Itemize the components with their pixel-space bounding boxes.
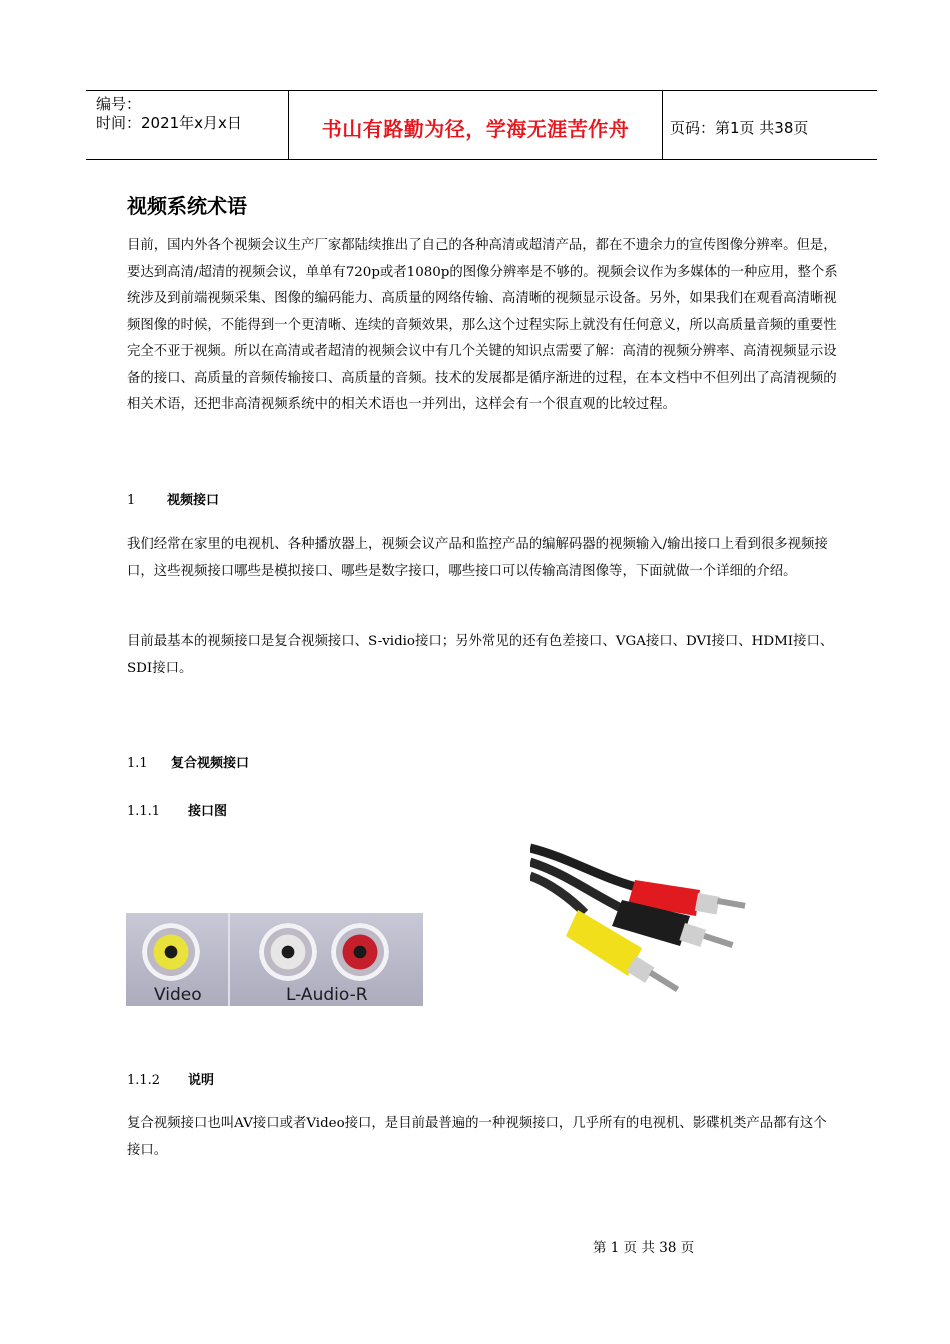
section-number: 1.1.2	[127, 1073, 161, 1088]
video-jack-icon	[142, 923, 200, 981]
section-heading-1-1-2	[127, 1069, 214, 1088]
section-heading-1-1-1	[127, 800, 227, 819]
doc-date: 时间：2021年x月x日	[96, 114, 242, 132]
header-info-cell	[86, 91, 288, 159]
section-heading-1	[127, 489, 219, 508]
section-title: 复合视频接口	[171, 756, 250, 771]
paragraph-2: 目前最基本的视频接口是复合视频接口、S-vidio接口；另外常见的还有色差接口、VGA接口、DVI接口、HDMI接口、SDI接口。	[127, 634, 834, 676]
paragraph-3: 复合视频接口也叫AV接口或者Video接口，是目前最普遍的一种视频接口，几乎所有的电视机、影碟机类产品都有这个接口。	[127, 1116, 827, 1158]
av-jack-panel-image	[126, 913, 423, 1006]
section-heading-1-1	[127, 752, 249, 771]
section-title: 说明	[188, 1073, 215, 1088]
document-title: 视频系统术语	[127, 194, 247, 218]
audio-left-jack-icon	[259, 923, 317, 981]
section-title: 视频接口	[167, 493, 220, 508]
intro-paragraph: 目前，国内外各个视频会议生产厂家都陆续推出了自己的各种高清或超清产品，都在不遗余力的宣传图像分辨率。但是，要达到高清/超清的视频会议，单单有720p或者1080p的图像分辨率是不够的。视频会议作为多媒体的一种应用，整个系统涉及到前端视频采集、图像的编码能力、高质量的网络传输、高清晰的视频显示设备。另外，如果我们在观看高清晰视频图像的时候，不能得到一个更清晰、连续的音频效果，那么这个过程实际上就没有任何意义，所以高质量音频的重要性完全不亚于视频。所以在高清或者超清的视频会议中有几个关键的知识点需要了解：高清的视频分辨率、高清视频显示设备的接口、高质量的音频传输接口、高质量的音频。技术的发展都是循序渐进的过程，在本文档中不但列出了高清视频的相关术语，还把非高清视频系统中的相关术语也一并列出，这样会有一个很直观的比较过程。	[127, 238, 838, 412]
video-label: Video	[154, 985, 202, 1005]
page-footer: 第 1 页 共 38 页	[593, 1240, 695, 1256]
header-page-number: 页码：第1页 共38页	[670, 119, 809, 137]
header-motto-cell	[288, 91, 663, 159]
audio-right-jack-icon	[331, 923, 389, 981]
header-table	[86, 90, 877, 160]
audio-label: L-Audio-R	[286, 985, 368, 1005]
motto: 书山有路勤为径，学海无涯苦作舟	[321, 117, 630, 141]
section-number: 1.1	[127, 756, 148, 771]
rca-cable-image	[530, 838, 760, 1006]
paragraph-1: 我们经常在家里的电视机、各种播放器上，视频会议产品和监控产品的编解码器的视频输入/输出接口上看到很多视频接口，这些视频接口哪些是模拟接口、哪些是数字接口，哪些接口可以传输高清图像等，下面就做一个详细的介绍。	[127, 537, 828, 579]
section-title: 接口图	[188, 804, 228, 819]
section-number: 1.1.1	[127, 804, 161, 819]
section-number: 1	[127, 493, 136, 508]
doc-number: 编号：	[96, 95, 142, 113]
panel-divider	[228, 913, 230, 1006]
header-page-cell	[663, 91, 877, 159]
